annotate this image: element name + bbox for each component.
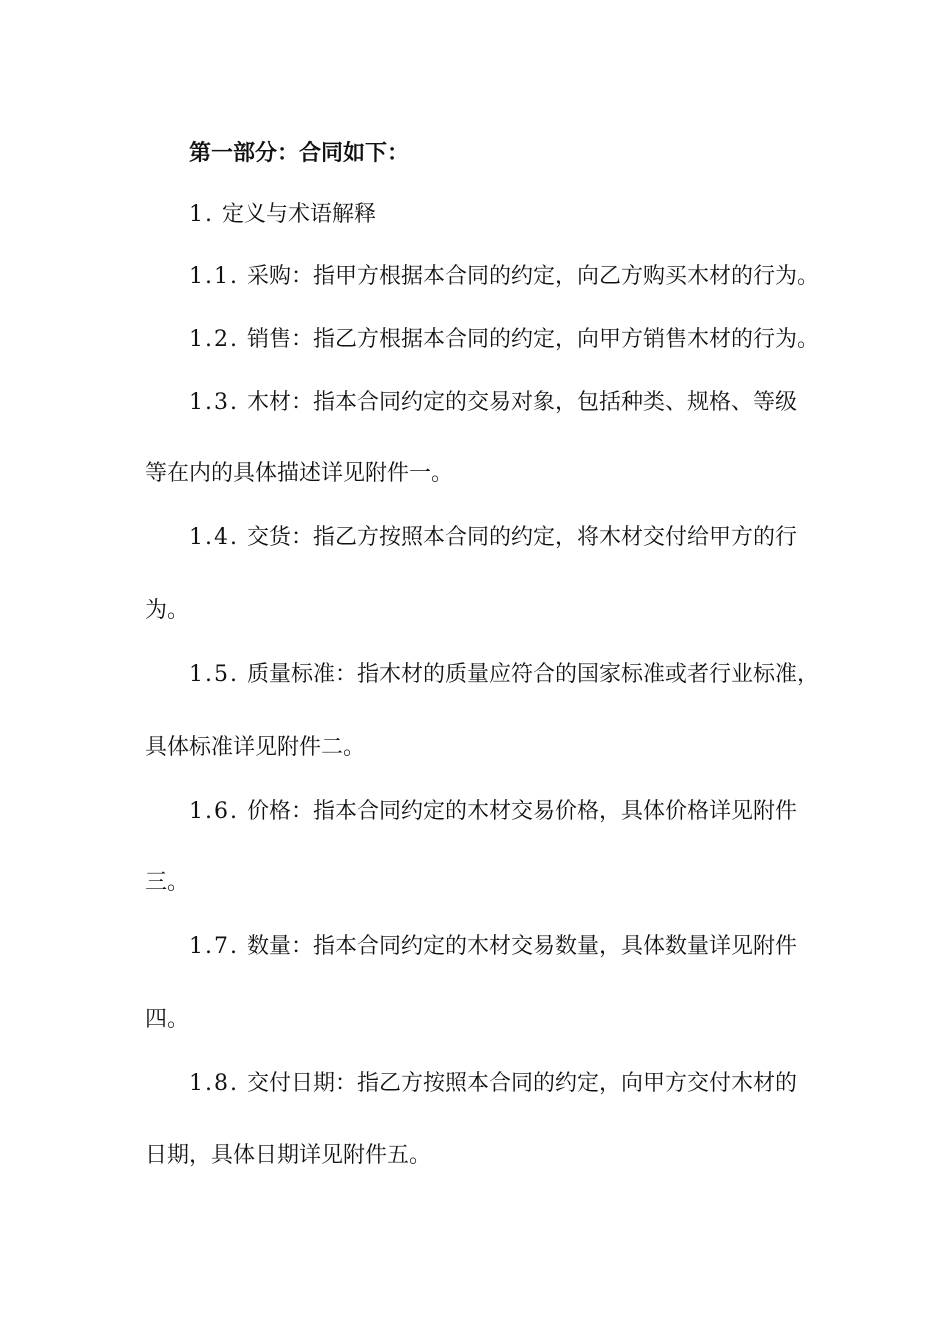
clause-text: 采购：指甲方根据本合同的约定，向乙方购买木材的行为。	[246, 264, 819, 289]
clause-text: 木材：指本合同约定的交易对象，包括种类、规格、等级	[246, 390, 797, 415]
clause-1-1	[145, 262, 879, 292]
clause-number: 1.7.	[189, 934, 239, 959]
part-heading-text: 第一部分：合同如下：	[189, 140, 410, 166]
clause-number: 1.1.	[189, 264, 239, 289]
clause-number: 1.6.	[189, 799, 239, 824]
clause-text-continued: 日期，具体日期详见附件五。	[145, 1143, 432, 1168]
clause-text: 数量：指本合同约定的木材交易数量，具体数量详见附件	[246, 934, 797, 959]
clause-text-continued: 为。	[145, 598, 190, 623]
clause-1-3-continued	[145, 459, 835, 489]
part-heading	[145, 138, 879, 168]
clause-1-2	[145, 325, 879, 355]
clause-number: 1.3.	[189, 390, 239, 415]
clause-1-7-continued	[145, 1005, 835, 1035]
section-title	[145, 200, 879, 230]
clause-1-7	[145, 932, 879, 962]
clause-text: 交付日期：指乙方按照本合同的约定，向甲方交付木材的	[246, 1071, 797, 1096]
clause-1-8-continued	[145, 1141, 835, 1171]
clause-1-6	[145, 797, 879, 827]
section-number: 1.	[189, 202, 214, 227]
clause-1-4-continued	[145, 596, 835, 626]
clause-1-3	[145, 388, 879, 418]
clause-text: 价格：指本合同约定的木材交易价格，具体价格详见附件	[246, 799, 797, 824]
clause-1-5	[145, 660, 879, 690]
clause-number: 1.2.	[189, 327, 239, 352]
clause-1-4	[145, 523, 879, 553]
clause-text-continued: 三。	[145, 870, 190, 895]
clause-text-continued: 具体标准详见附件二。	[145, 735, 366, 760]
clause-text: 交货：指乙方按照本合同的约定，将木材交付给甲方的行	[246, 525, 797, 550]
clause-number: 1.8.	[189, 1071, 239, 1096]
clause-text: 质量标准：指木材的质量应符合的国家标准或者行业标准，	[246, 662, 819, 687]
clause-text: 销售：指乙方根据本合同的约定，向甲方销售木材的行为。	[246, 327, 819, 352]
clause-text-continued: 等在内的具体描述详见附件一。	[145, 461, 454, 486]
clause-1-6-continued	[145, 868, 835, 898]
clause-1-8	[145, 1069, 879, 1099]
section-title-text: 定义与术语解释	[222, 202, 377, 227]
clause-number: 1.4.	[189, 525, 239, 550]
clause-number: 1.5.	[189, 662, 239, 687]
clause-1-5-continued	[145, 733, 835, 763]
clause-text-continued: 四。	[145, 1007, 190, 1032]
